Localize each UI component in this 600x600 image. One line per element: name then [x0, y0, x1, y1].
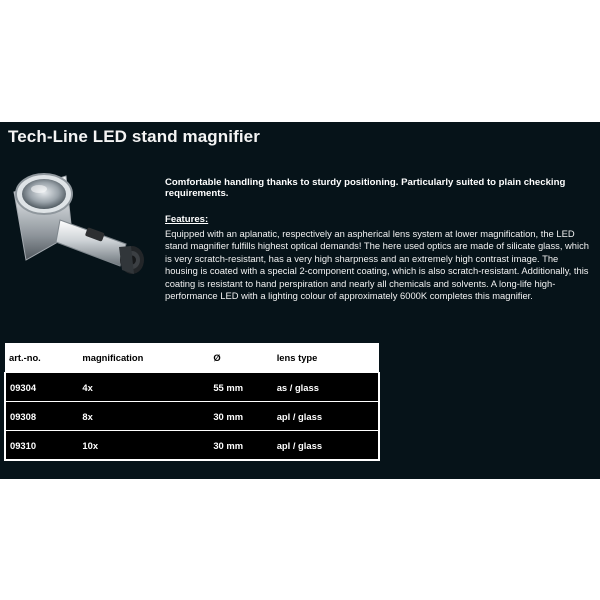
features-text: Equipped with an aplanatic, respectively an aspherical lens system at lower magnification, the LED stand magnifier fulfills highest optical demands! The here used optics are made of silicate glass, which is very scratch-resistant, has a very high sharpness and an extremely high contrast image. The housing is coated with a special 2-component coating, which is also scratch-resistant. Additionally, this coating is resistant to hand perspiration and nearly all chemicals and solvents. A long-life high-performance LED with a lighting colour of approximately 6000K completes this magnifier. — [165, 228, 590, 302]
table-row — [5, 431, 379, 461]
magnification-cell: 10x — [78, 431, 209, 461]
lens-type-cell: as / glass — [273, 373, 379, 402]
column-header-lens-type: lens type — [273, 343, 379, 373]
product-title: Tech-Line LED stand magnifier — [8, 127, 260, 146]
column-header-art-no: art.-no. — [5, 343, 78, 373]
product-panel — [0, 122, 600, 479]
specifications-table — [4, 343, 380, 461]
art-no-cell: 09304 — [5, 373, 78, 402]
lens-type-cell: apl / glass — [273, 431, 379, 461]
diameter-cell: 55 mm — [209, 373, 272, 402]
table-row — [5, 402, 379, 431]
led-stand-magnifier-image — [8, 164, 158, 282]
column-header-diameter: Ø — [209, 343, 272, 373]
magnification-cell: 8x — [78, 402, 209, 431]
lens-type-cell: apl / glass — [273, 402, 379, 431]
table-row — [5, 373, 379, 402]
magnification-cell: 4x — [78, 373, 209, 402]
diameter-cell: 30 mm — [209, 402, 272, 431]
diameter-cell: 30 mm — [209, 431, 272, 461]
art-no-cell: 09308 — [5, 402, 78, 431]
column-header-magnification: magnification — [78, 343, 209, 373]
art-no-cell: 09310 — [5, 431, 78, 461]
product-intro: Comfortable handling thanks to sturdy positioning. Particularly suited to plain checking requirements. — [165, 177, 566, 199]
table-header-row — [5, 343, 379, 373]
features-heading: Features: — [165, 214, 209, 225]
